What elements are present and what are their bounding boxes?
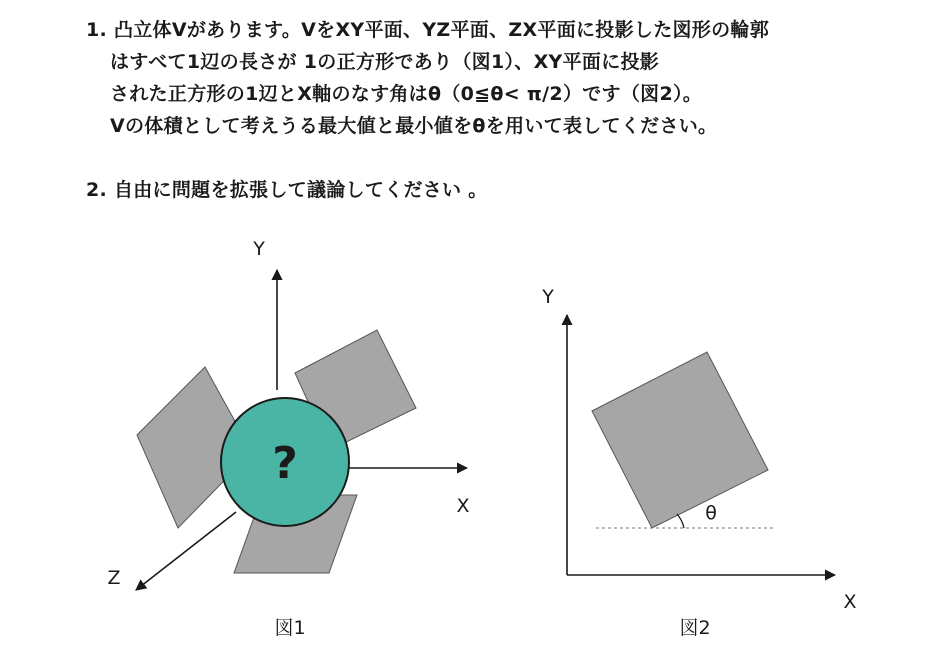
figure-2 — [541, 286, 856, 639]
axis-z-line — [136, 512, 236, 590]
figure-2-caption: 図2 — [679, 617, 711, 639]
axis-z-label: Z — [107, 567, 121, 589]
unknown-mark: ? — [272, 438, 298, 489]
axis-x-label: X — [456, 495, 470, 517]
question-1-line-3: された正方形の1辺とX軸のなす角はθ（0≦θ< π/2）です（図2）。 — [110, 83, 703, 105]
angle-arc — [677, 514, 684, 528]
question-1-line-2: はすべて1辺の長さが 1の正方形であり（図1）、XY平面に投影 — [110, 51, 660, 73]
question-2: 2. 自由に問題を拡張して議論してください 。 — [86, 179, 488, 201]
figure-1-caption: 図1 — [274, 617, 306, 639]
figure-1 — [107, 238, 469, 639]
axis-y-label: Y — [253, 238, 265, 260]
question-1-line-4: Vの体積として考えうる最大値と最小値をθを用いて表してください。 — [110, 115, 718, 137]
axis-x-label: X — [843, 591, 857, 613]
angle-theta-label: θ — [705, 502, 717, 524]
question-1-line-1: 1. 凸立体Vがあります。VをXY平面、YZ平面、ZX平面に投影した図形の輪郭 — [86, 19, 770, 41]
axis-y-label: Y — [542, 286, 554, 308]
rotated-square — [592, 352, 768, 528]
